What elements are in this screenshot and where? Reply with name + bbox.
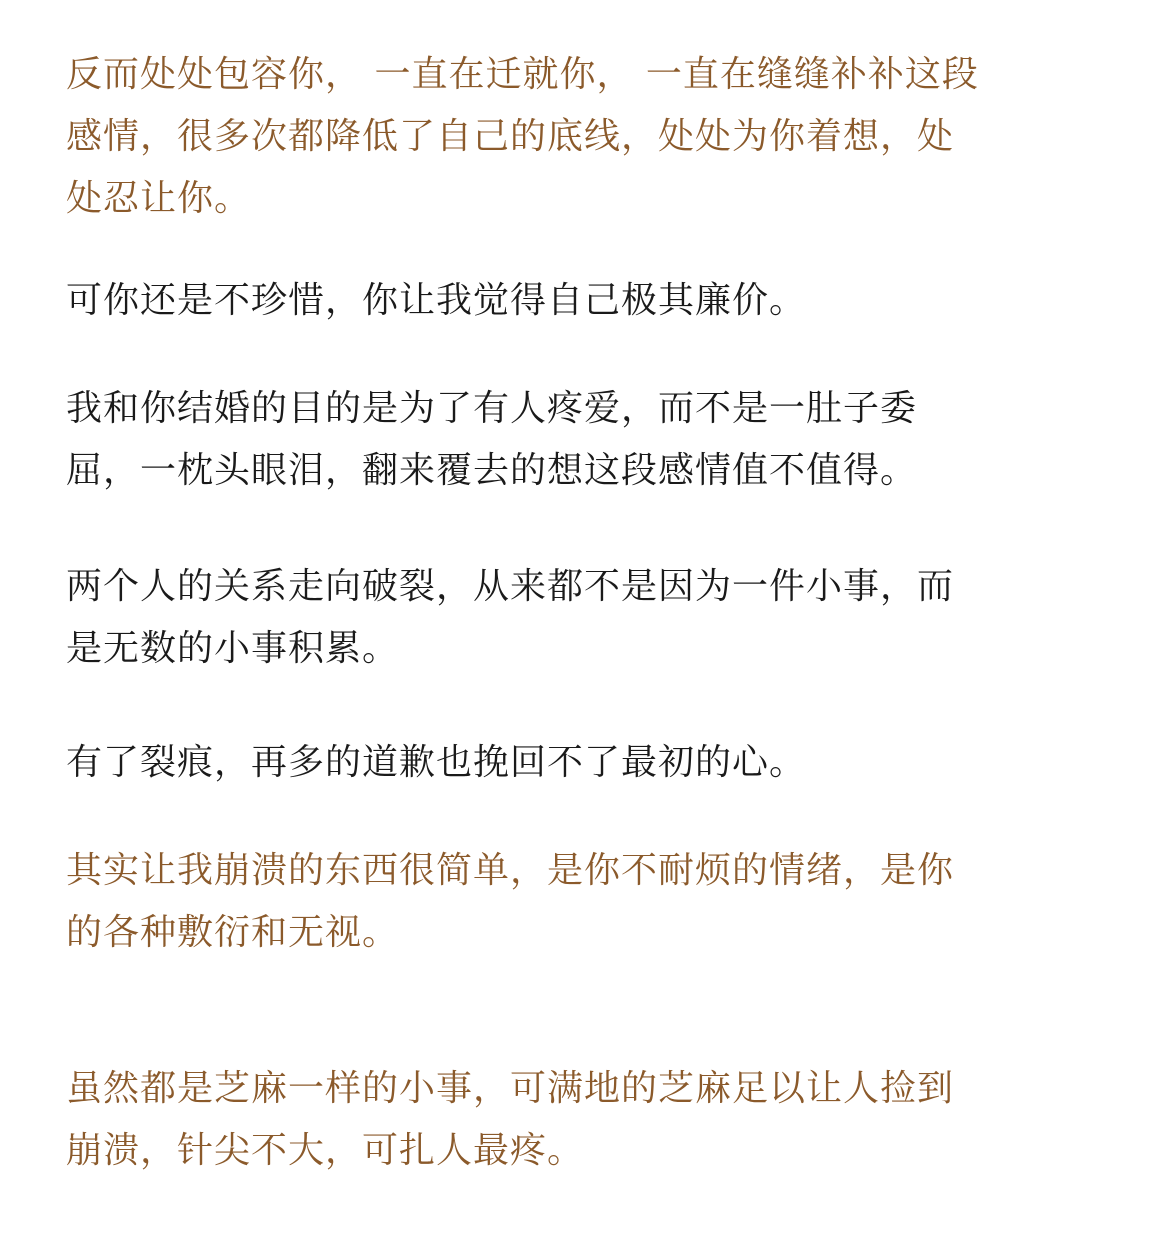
text-line: 屈，一枕头眼泪，翻来覆去的想这段感情值不值得。 (66, 450, 918, 491)
paragraph-marriage-purpose (66, 378, 1056, 502)
text-line: 处忍让你。 (66, 178, 252, 219)
paragraph-accommodation (66, 44, 1056, 230)
text-line: 是无数的小事积累。 (66, 628, 400, 669)
text-line: 感情，很多次都降低了自己的底线，处处为你着想，处 (66, 116, 955, 157)
text-line: 我和你结婚的目的是为了有人疼爱，而不是一肚子委 (66, 388, 918, 429)
paragraph-sesame-metaphor (66, 1058, 1056, 1182)
text-line: 反而处处包容你， 一直在迁就你， 一直在缝缝补补这段 (66, 54, 979, 95)
text-line: 两个人的关系走向破裂，从来都不是因为一件小事，而 (66, 566, 955, 607)
paragraph-collapse-cause (66, 840, 1056, 964)
paragraph-not-cherished (66, 270, 1056, 332)
text-line: 有了裂痕，再多的道歉也挽回不了最初的心。 (66, 742, 807, 783)
text-line: 崩溃，针尖不大，可扎人最疼。 (66, 1130, 585, 1171)
text-line: 其实让我崩溃的东西很简单，是你不耐烦的情绪，是你 (66, 850, 955, 891)
text-line: 的各种敷衍和无视。 (66, 912, 400, 953)
paragraph-cracks (66, 732, 1056, 794)
paragraph-relationship-breakdown (66, 556, 1056, 680)
text-line: 可你还是不珍惜，你让我觉得自己极其廉价。 (66, 280, 807, 321)
text-line: 虽然都是芝麻一样的小事，可满地的芝麻足以让人捡到 (66, 1068, 955, 1109)
